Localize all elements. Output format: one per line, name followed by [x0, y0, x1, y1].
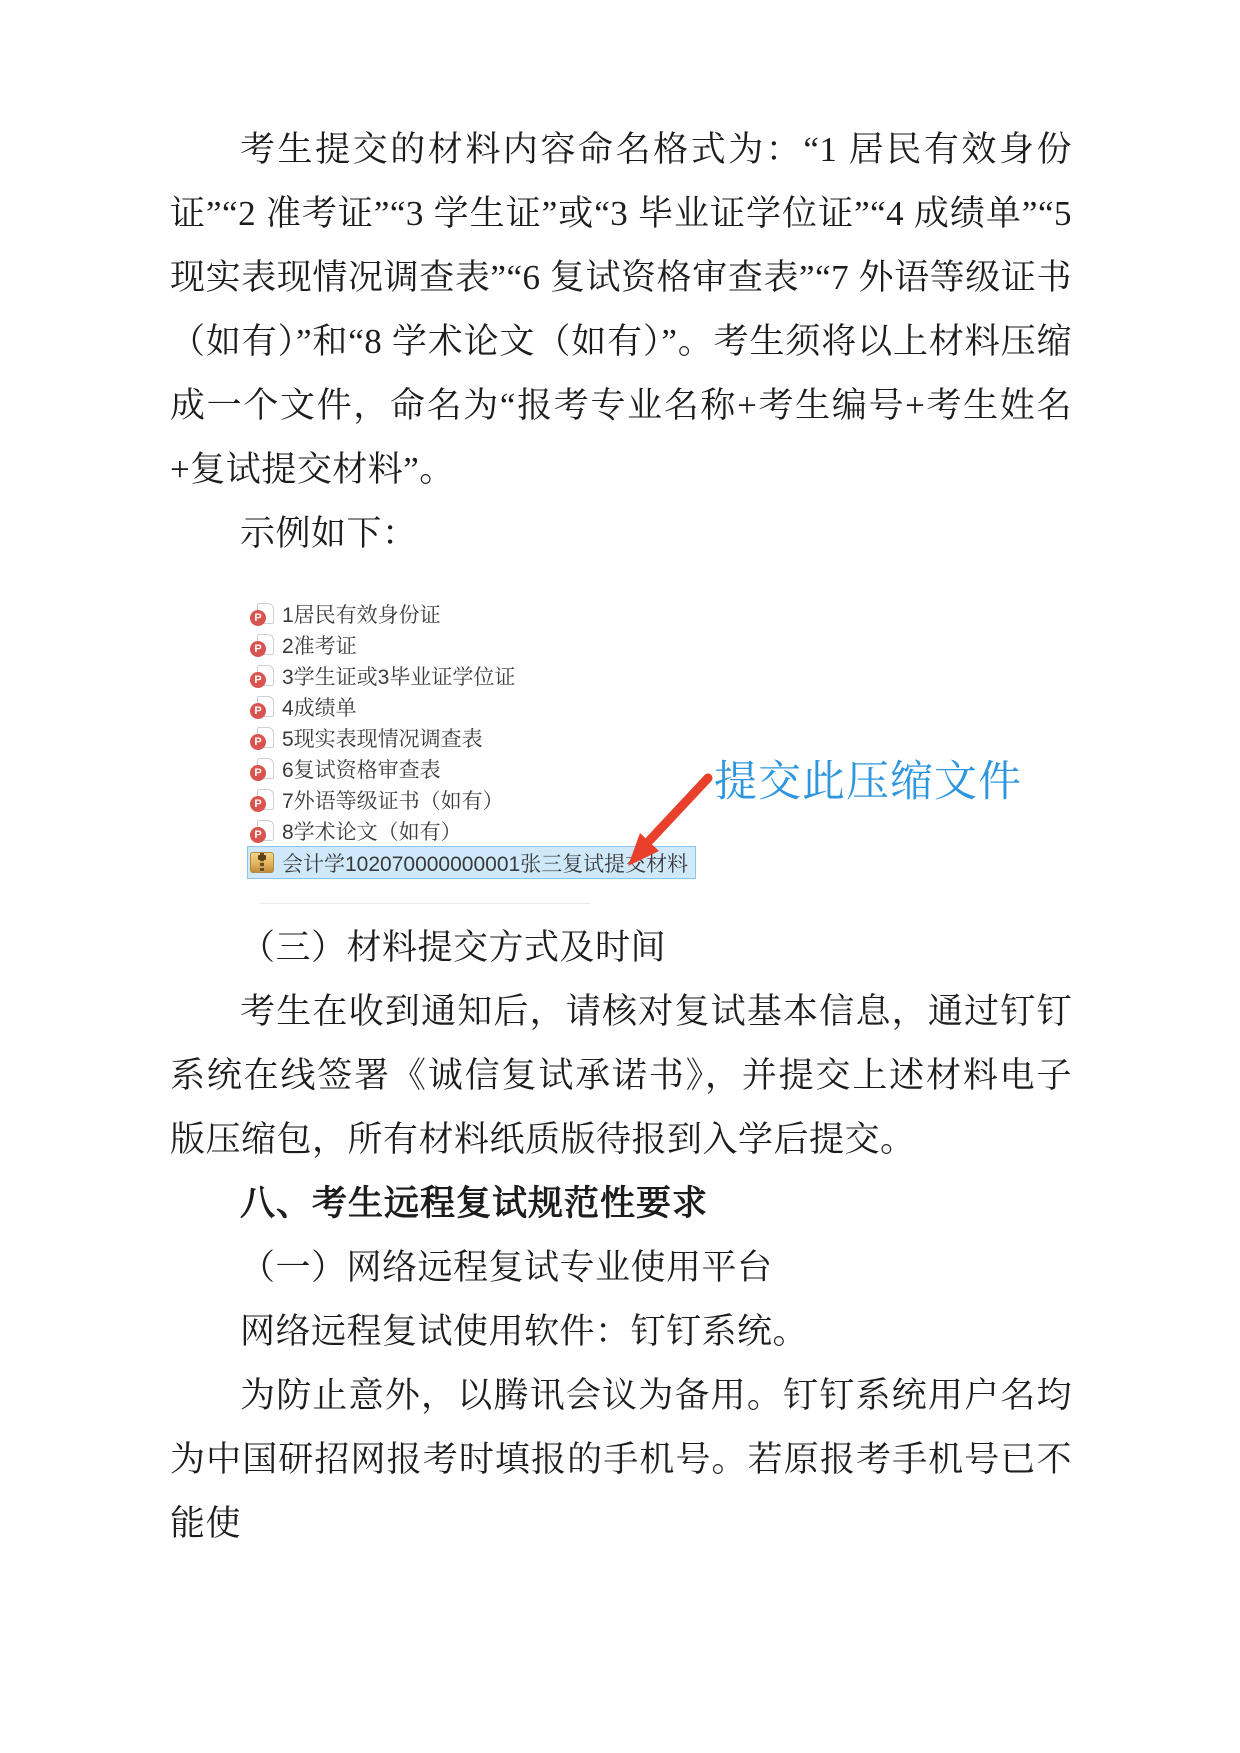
file-name: 3学生证或3毕业证学位证 [282, 665, 516, 689]
embedded-file-manager-screenshot [170, 598, 1072, 916]
document-content [170, 118, 1072, 1556]
pdf-file-icon: P [250, 726, 274, 750]
paragraph-naming-format: 考生提交的材料内容命名格式为：“1 居民有效身份证”“2 准考证”“3 学生证”或“3 毕业证学位证”“4 成绩单”“5 现实表现情况调查表”“6 复试资格审查表”“7 外语等级证书（如有）”和“8 学术论文（如有）”。考生须将以上材料压缩成一个文件，命名为“报考专业名称+考生编号+考生姓名+复试提交材料”。 [170, 130, 1072, 489]
file-list-item [250, 722, 696, 753]
file-name: 2准考证 [282, 634, 357, 658]
file-name: 4成绩单 [282, 696, 357, 720]
pdf-file-icon: P [250, 664, 274, 688]
pdf-file-icon: P [250, 819, 274, 843]
red-arrow-icon [608, 766, 728, 876]
file-name: 8学术论文（如有） [282, 820, 462, 844]
section3-heading: （三）材料提交方式及时间 [240, 928, 667, 967]
file-list-item [250, 660, 696, 691]
section8-1-heading: （一）网络远程复试专业使用平台 [240, 1248, 773, 1287]
pdf-file-icon: P [250, 602, 274, 626]
zip-file-icon [250, 852, 274, 873]
file-list-item [250, 598, 696, 629]
pdf-file-icon: P [250, 695, 274, 719]
pdf-file-icon: P [250, 757, 274, 781]
file-name: 6复试资格审查表 [282, 758, 441, 782]
file-name: 5现实表现情况调查表 [282, 727, 483, 751]
file-list-item [250, 691, 696, 722]
section8-heading: 八、考生远程复试规范性要求 [240, 1184, 709, 1223]
paragraph-software: 网络远程复试使用软件：钉钉系统。 [240, 1312, 809, 1351]
paragraph-backup-platform: 为防止意外，以腾讯会议为备用。钉钉系统用户名均为中国研招网报考时填报的手机号。若原报考手机号已不能使 [170, 1376, 1072, 1543]
paragraph-example-label: 示例如下： [240, 514, 418, 553]
screenshot-edge-line [260, 903, 590, 904]
pdf-file-icon: P [250, 788, 274, 812]
file-name: 会计学102070000000001张三复试提交材料 [282, 852, 689, 876]
paragraph-submission-method: 考生在收到通知后，请核对复试基本信息，通过钉钉系统在线签署《诚信复试承诺书》，并提交上述材料电子版压缩包，所有材料纸质版待报到入学后提交。 [170, 992, 1072, 1159]
file-name: 7外语等级证书（如有） [282, 789, 504, 813]
file-name: 1居民有效身份证 [282, 603, 441, 627]
submit-annotation-text: 提交此压缩文件 [714, 758, 1022, 806]
pdf-file-icon: P [250, 633, 274, 657]
file-list-item [250, 629, 696, 660]
